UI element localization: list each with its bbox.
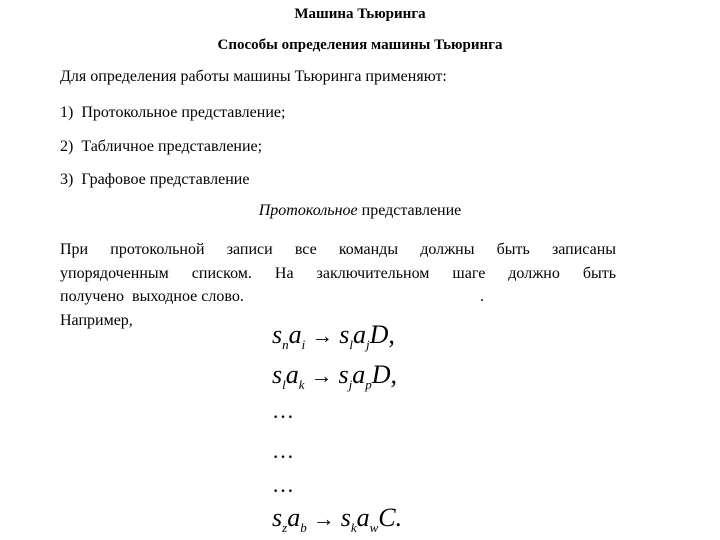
- formula-command-2: $s_la_k \to s_ja_pD$,: [272, 360, 398, 392]
- ellipsis: …: [272, 438, 294, 463]
- page-title: Машина Тьюринга: [294, 6, 426, 22]
- ellipsis: …: [272, 472, 294, 497]
- paragraph-line: При протокольной записи все команды должны быть записаны: [60, 241, 616, 258]
- formula-command-final: $s_za_b \to s_ka_wC$.: [272, 503, 403, 535]
- list-item: [60, 138, 262, 156]
- page-subtitle: Способы определения машины Тьюринга: [217, 37, 503, 53]
- body-paragraph: [60, 238, 616, 332]
- list-item-number: 2): [60, 138, 74, 155]
- intro-text: Для определения работы машины Тьюринга применяют:: [60, 68, 447, 85]
- list-item-number: 3): [60, 171, 74, 188]
- list-item-text: Протокольное представление;: [81, 104, 286, 121]
- arrow-icon: →: [311, 323, 334, 348]
- arrow-icon: →: [312, 506, 335, 531]
- formula-command-1: $s_na_i \to s_la_jD$,: [272, 320, 395, 352]
- paragraph-line: упорядоченным списком. На заключительном шаге должно быть: [60, 264, 616, 282]
- list-item: [60, 104, 285, 122]
- list-item-text: Графовое представление: [81, 171, 250, 188]
- section-heading-rest: представление: [361, 202, 462, 219]
- paragraph-line-text: получено выходное слово.: [60, 288, 244, 305]
- list-item-number: 1): [60, 104, 74, 121]
- paragraph-line: [60, 285, 616, 309]
- section-heading-italic: Протокольное: [258, 202, 358, 219]
- list-item: [60, 171, 249, 189]
- section-heading: [0, 202, 720, 220]
- example-label: Например,: [60, 311, 133, 329]
- arrow-icon: →: [310, 363, 333, 388]
- list-item-text: Табличное представление;: [81, 138, 263, 155]
- paragraph-line-dot: .: [480, 288, 484, 305]
- ellipsis: …: [272, 398, 294, 423]
